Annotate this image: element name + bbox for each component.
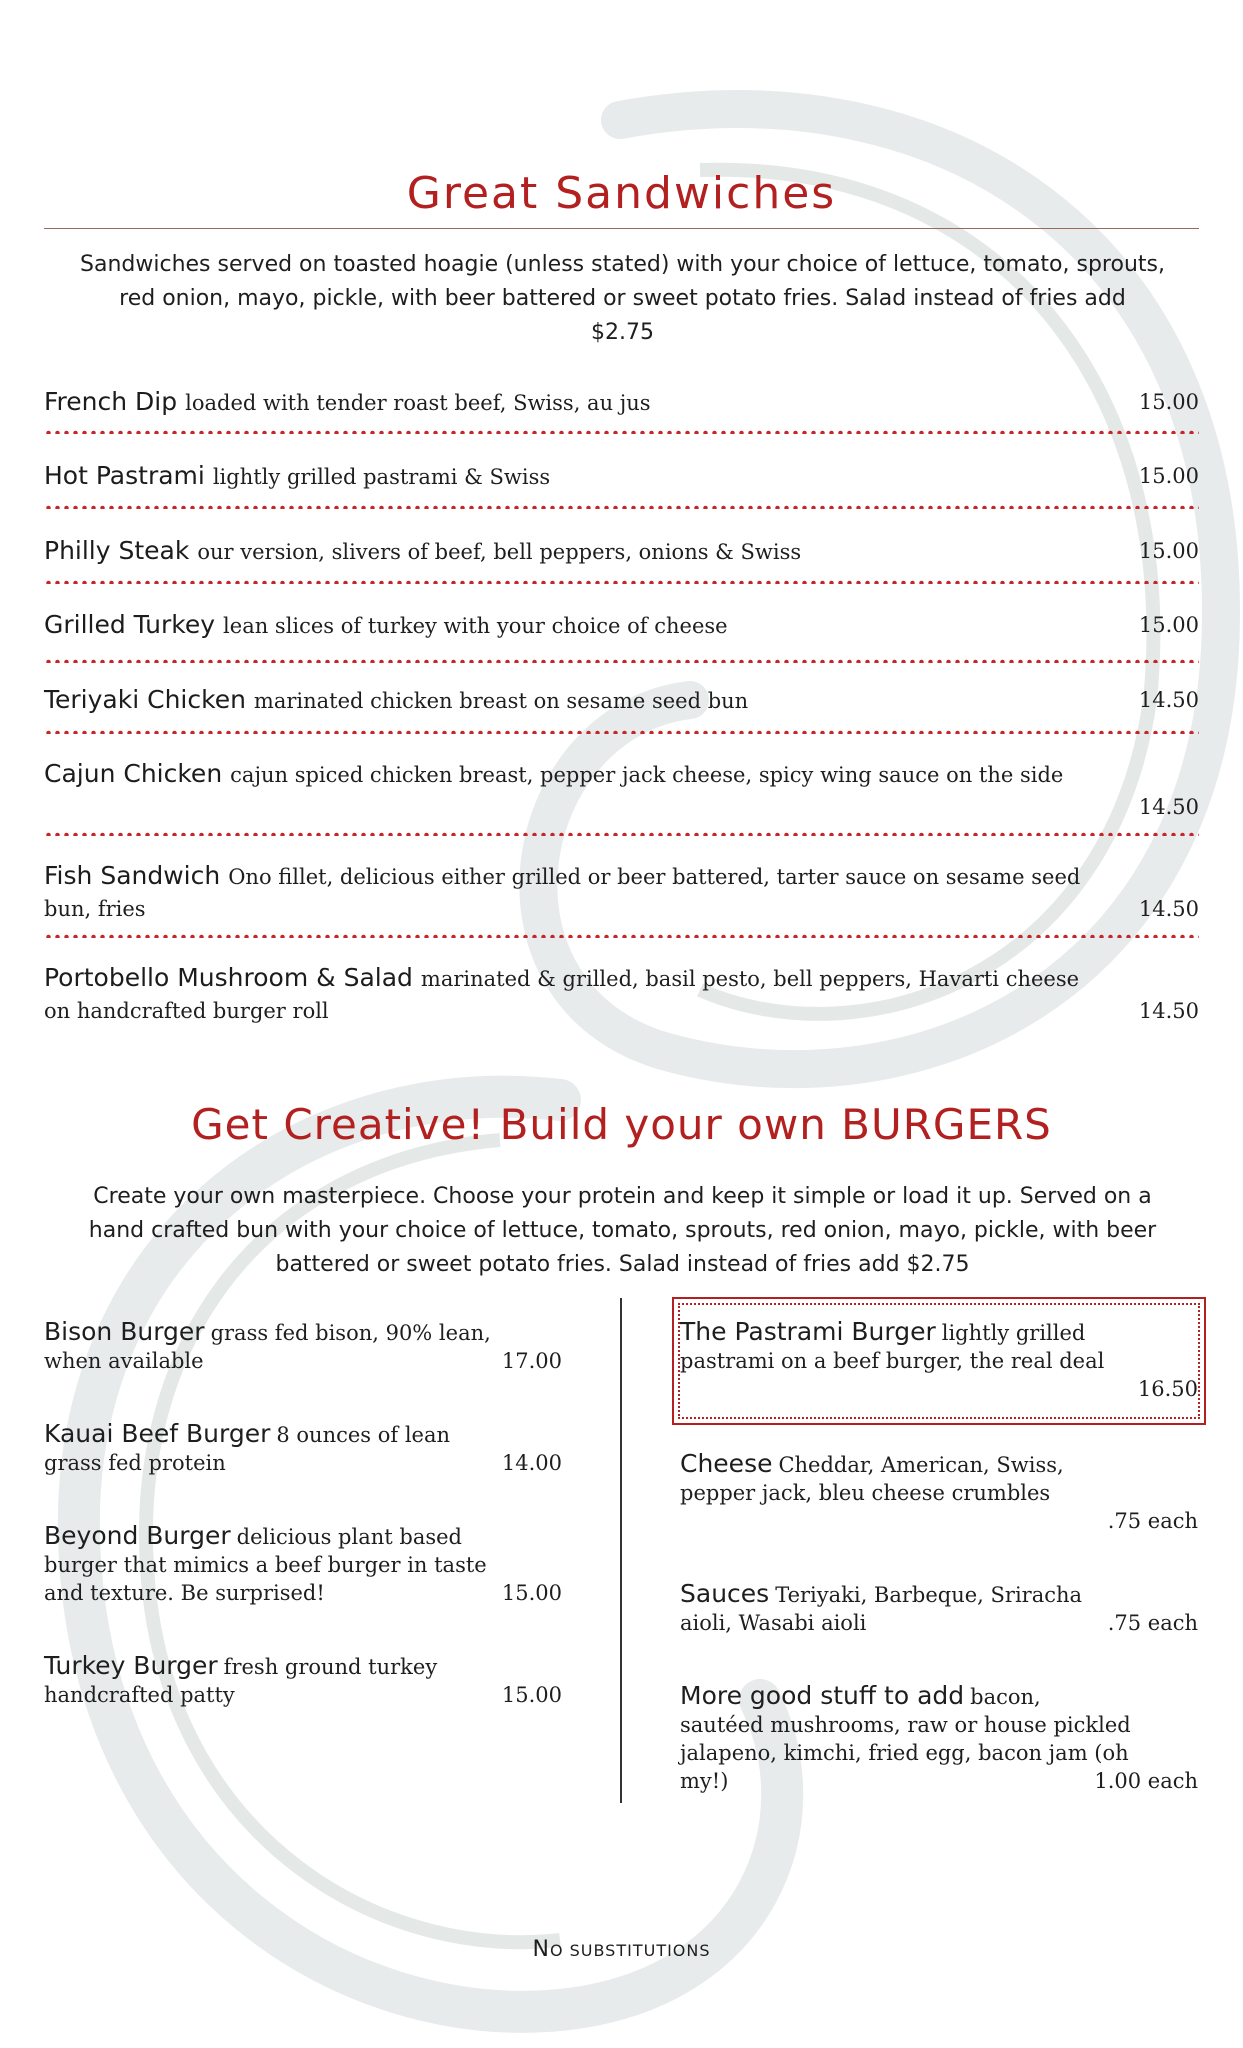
item-desc: cajun spiced chicken breast, pepper jack cheese, spicy wing sauce on the side	[230, 763, 1064, 787]
item-desc: marinated chicken breast on sesame seed bun	[253, 689, 749, 713]
title-divider	[44, 228, 1199, 229]
item-desc: delicious plant based	[236, 1525, 462, 1549]
item-price: 15.00	[1138, 390, 1199, 414]
burger-item-turkey	[44, 1652, 562, 1709]
footer-initial: N	[532, 1937, 550, 1962]
menu-item-grilled-turkey	[44, 609, 1199, 642]
item-desc-cont: jalapeno, kimchi, fried egg, bacon jam (oh	[680, 1741, 1129, 1765]
menu-item-hot-pastrami	[44, 460, 1199, 493]
intro-line: Create your own masterpiece. Choose your protein and keep it simple or load it up. Served on a	[93, 1184, 1152, 1209]
dotted-divider	[44, 730, 1199, 734]
item-desc: Cheddar, American, Swiss,	[778, 1453, 1064, 1477]
no-substitutions-note	[0, 1937, 1243, 1962]
item-desc: grass fed bison, 90% lean,	[210, 1321, 491, 1345]
item-desc: our version, slivers of beef, bell peppers, onions & Swiss	[197, 540, 802, 564]
item-price: 15.00	[501, 1581, 562, 1605]
item-desc: lightly grilled	[941, 1321, 1086, 1345]
item-price: 14.50	[1138, 999, 1199, 1023]
menu-item-fish-sandwich	[44, 860, 1199, 925]
dotted-divider	[44, 832, 1199, 836]
item-name: The Pastrami Burger	[680, 1317, 936, 1346]
burgers-title: Get Creative! Build your own BURGERS	[191, 1100, 1052, 1149]
item-desc-cont: when available	[44, 1349, 204, 1373]
item-name: Sauces	[680, 1579, 770, 1608]
burger-item-kauai-beef	[44, 1420, 562, 1477]
item-name: Teriyaki Chicken	[44, 685, 246, 714]
item-desc: Ono fillet, delicious either grilled or beer battered, tarter sauce on sesame seed	[228, 865, 1081, 889]
item-name: Bison Burger	[44, 1317, 205, 1346]
intro-line: $2.75	[591, 320, 654, 345]
intro-line: battered or sweet potato fries. Salad instead of fries add $2.75	[275, 1252, 970, 1277]
item-desc: bacon,	[970, 1685, 1041, 1709]
burger-item-bison	[44, 1318, 562, 1375]
footer-text: O SUBSTITUTIONS	[549, 1941, 711, 1960]
item-name: Fish Sandwich	[44, 861, 221, 890]
item-desc-cont: aioli, Wasabi aioli	[680, 1611, 867, 1635]
item-desc: Teriyaki, Barbeque, Sriracha	[775, 1583, 1083, 1607]
item-name: Kauai Beef Burger	[44, 1419, 271, 1448]
dotted-divider	[44, 430, 1199, 434]
item-desc-cont: and texture. Be surprised!	[44, 1581, 325, 1605]
menu-item-philly-steak	[44, 535, 1199, 568]
item-name: Cajun Chicken	[44, 759, 223, 788]
item-desc: lightly grilled pastrami & Swiss	[212, 465, 551, 489]
item-desc-cont: my!)	[680, 1769, 729, 1793]
menu-item-portobello	[44, 962, 1199, 1027]
item-desc-cont: pastrami on a beef burger, the real deal	[680, 1349, 1105, 1373]
item-price: 15.00	[501, 1683, 562, 1707]
item-name: Philly Steak	[44, 536, 190, 565]
item-desc-cont: burger that mimics a beef burger in taste	[44, 1553, 487, 1577]
item-name: More good stuff to add	[680, 1681, 965, 1710]
menu-item-french-dip	[44, 386, 1199, 419]
item-price: 15.00	[1138, 464, 1199, 488]
dotted-divider	[44, 580, 1199, 584]
sandwiches-intro	[55, 248, 1190, 350]
item-desc: marinated & grilled, basil pesto, bell peppers, Havarti cheese	[420, 967, 1080, 991]
item-desc-cont: pepper jack, bleu cheese crumbles	[680, 1481, 1051, 1505]
item-name: Beyond Burger	[44, 1521, 231, 1550]
menu-item-teriyaki-chicken	[44, 684, 1199, 717]
item-desc: lean slices of turkey with your choice of cheese	[223, 614, 728, 638]
item-desc: 8 ounces of lean	[276, 1423, 451, 1447]
item-name: Hot Pastrami	[44, 461, 205, 490]
item-desc: loaded with tender roast beef, Swiss, au jus	[185, 391, 651, 415]
item-price: 14.00	[501, 1451, 562, 1475]
item-desc-cont: bun, fries	[44, 897, 146, 921]
dotted-divider	[44, 659, 1199, 663]
item-desc-cont: sautéed mushrooms, raw or house pickled	[680, 1713, 1131, 1737]
item-name: Turkey Burger	[44, 1651, 218, 1680]
menu-item-cajun-chicken	[44, 758, 1199, 823]
item-price: .75 each	[1107, 1611, 1198, 1635]
item-price: 15.00	[1138, 613, 1199, 637]
intro-line: Sandwiches served on toasted hoagie (unless stated) with your choice of lettuce, tomato, sprouts,	[80, 252, 1165, 277]
sandwiches-title: Great Sandwiches	[406, 168, 837, 219]
item-desc-cont: on handcrafted burger roll	[44, 999, 329, 1023]
item-price: 1.00 each	[1094, 1769, 1198, 1793]
item-name: Cheese	[680, 1449, 773, 1478]
addon-cheese	[680, 1450, 1198, 1535]
intro-line: hand crafted bun with your choice of lettuce, tomato, sprouts, red onion, mayo, pickle, with beer	[88, 1218, 1157, 1243]
item-price: .75 each	[1107, 1509, 1198, 1533]
item-price: 16.50	[1137, 1377, 1198, 1401]
item-price: 14.50	[1138, 795, 1199, 819]
item-desc: fresh ground turkey	[223, 1655, 438, 1679]
item-price: 14.50	[1138, 897, 1199, 921]
column-divider	[620, 1298, 622, 1803]
item-price: 14.50	[1138, 688, 1199, 712]
intro-line: red onion, mayo, pickle, with beer battered or sweet potato fries. Salad instead of fries add	[119, 286, 1126, 311]
burgers-intro	[55, 1180, 1190, 1282]
item-name: French Dip	[44, 387, 178, 416]
item-name: Portobello Mushroom & Salad	[44, 963, 413, 992]
item-price: 15.00	[1138, 539, 1199, 563]
item-price: 17.00	[501, 1349, 562, 1373]
dotted-divider	[44, 505, 1199, 509]
addon-more	[680, 1682, 1198, 1795]
addon-sauces	[680, 1580, 1198, 1637]
burger-item-beyond	[44, 1522, 562, 1607]
burger-item-pastrami	[680, 1318, 1198, 1403]
item-name: Grilled Turkey	[44, 610, 216, 639]
item-desc-cont: grass fed protein	[44, 1451, 226, 1475]
item-desc-cont: handcrafted patty	[44, 1683, 235, 1707]
dotted-divider	[44, 934, 1199, 938]
